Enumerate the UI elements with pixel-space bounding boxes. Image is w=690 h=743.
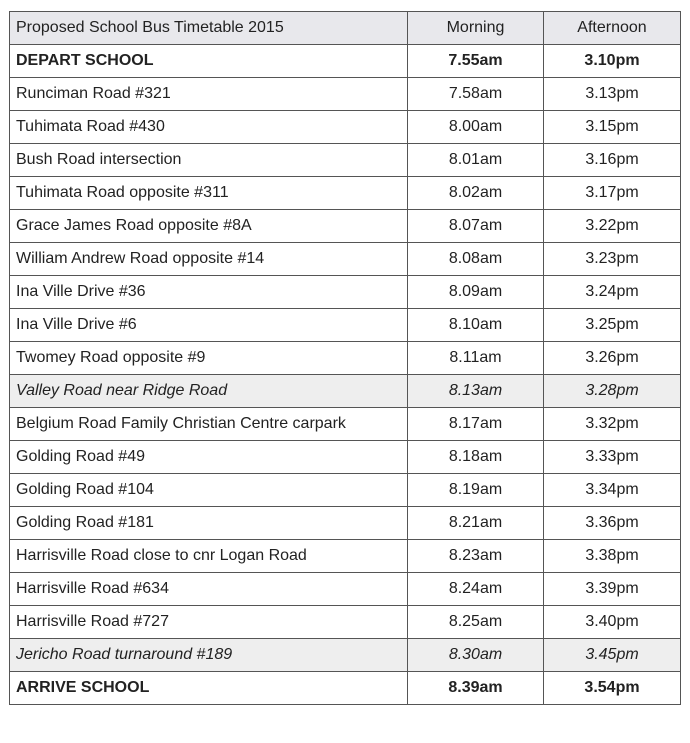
stop-name: Ina Ville Drive #36: [10, 276, 408, 309]
stop-name: Twomey Road opposite #9: [10, 342, 408, 375]
stop-name: Grace James Road opposite #8A: [10, 210, 408, 243]
morning-time: 8.19am: [408, 474, 544, 507]
stop-name: Harrisville Road close to cnr Logan Road: [10, 540, 408, 573]
stop-name: Tuhimata Road #430: [10, 111, 408, 144]
afternoon-time: 3.25pm: [544, 309, 681, 342]
table-title: Proposed School Bus Timetable 2015: [10, 12, 408, 45]
morning-time: 8.17am: [408, 408, 544, 441]
stop-name: ARRIVE SCHOOL: [10, 672, 408, 705]
afternoon-time: 3.23pm: [544, 243, 681, 276]
morning-time: 8.13am: [408, 375, 544, 408]
stop-name: Golding Road #104: [10, 474, 408, 507]
stop-name: Valley Road near Ridge Road: [10, 375, 408, 408]
afternoon-time: 3.24pm: [544, 276, 681, 309]
morning-time: 8.08am: [408, 243, 544, 276]
afternoon-time: 3.32pm: [544, 408, 681, 441]
stop-name: Runciman Road #321: [10, 78, 408, 111]
table-row: [10, 639, 681, 672]
morning-time: 8.00am: [408, 111, 544, 144]
table-row: [10, 45, 681, 78]
morning-time: 8.25am: [408, 606, 544, 639]
table-row: [10, 276, 681, 309]
morning-time: 8.02am: [408, 177, 544, 210]
stop-name: Harrisville Road #727: [10, 606, 408, 639]
table-row: [10, 342, 681, 375]
morning-time: 8.39am: [408, 672, 544, 705]
table-row: [10, 606, 681, 639]
stop-name: Belgium Road Family Christian Centre carpark: [10, 408, 408, 441]
table-row: [10, 210, 681, 243]
stop-name: Golding Road #181: [10, 507, 408, 540]
table-row: [10, 408, 681, 441]
morning-time: 8.23am: [408, 540, 544, 573]
table-row: [10, 144, 681, 177]
stop-name: Ina Ville Drive #6: [10, 309, 408, 342]
morning-time: 8.30am: [408, 639, 544, 672]
stop-name: Harrisville Road #634: [10, 573, 408, 606]
afternoon-time: 3.54pm: [544, 672, 681, 705]
afternoon-time: 3.38pm: [544, 540, 681, 573]
afternoon-time: 3.40pm: [544, 606, 681, 639]
bus-timetable: [9, 11, 681, 705]
afternoon-time: 3.10pm: [544, 45, 681, 78]
morning-time: 8.10am: [408, 309, 544, 342]
morning-time: 8.11am: [408, 342, 544, 375]
afternoon-time: 3.15pm: [544, 111, 681, 144]
afternoon-time: 3.36pm: [544, 507, 681, 540]
afternoon-time: 3.33pm: [544, 441, 681, 474]
table-row: [10, 375, 681, 408]
table-row: [10, 111, 681, 144]
morning-time: 8.07am: [408, 210, 544, 243]
morning-time: 8.21am: [408, 507, 544, 540]
table-row: [10, 243, 681, 276]
morning-time: 7.58am: [408, 78, 544, 111]
stop-name: Tuhimata Road opposite #311: [10, 177, 408, 210]
stop-name: William Andrew Road opposite #14: [10, 243, 408, 276]
afternoon-header: Afternoon: [544, 12, 681, 45]
afternoon-time: 3.22pm: [544, 210, 681, 243]
afternoon-time: 3.26pm: [544, 342, 681, 375]
afternoon-time: 3.13pm: [544, 78, 681, 111]
morning-time: 8.18am: [408, 441, 544, 474]
afternoon-time: 3.17pm: [544, 177, 681, 210]
stop-name: Bush Road intersection: [10, 144, 408, 177]
morning-time: 8.09am: [408, 276, 544, 309]
afternoon-time: 3.39pm: [544, 573, 681, 606]
stop-name: Jericho Road turnaround #189: [10, 639, 408, 672]
table-row: [10, 309, 681, 342]
morning-time: 8.01am: [408, 144, 544, 177]
stop-name: Golding Road #49: [10, 441, 408, 474]
stop-name: DEPART SCHOOL: [10, 45, 408, 78]
afternoon-time: 3.28pm: [544, 375, 681, 408]
table-row: [10, 672, 681, 705]
afternoon-time: 3.45pm: [544, 639, 681, 672]
header-row: [10, 12, 681, 45]
table-row: [10, 540, 681, 573]
table-row: [10, 474, 681, 507]
table-row: [10, 507, 681, 540]
morning-header: Morning: [408, 12, 544, 45]
afternoon-time: 3.16pm: [544, 144, 681, 177]
table-row: [10, 573, 681, 606]
table-row: [10, 78, 681, 111]
morning-time: 8.24am: [408, 573, 544, 606]
table-row: [10, 177, 681, 210]
morning-time: 7.55am: [408, 45, 544, 78]
table-row: [10, 441, 681, 474]
afternoon-time: 3.34pm: [544, 474, 681, 507]
